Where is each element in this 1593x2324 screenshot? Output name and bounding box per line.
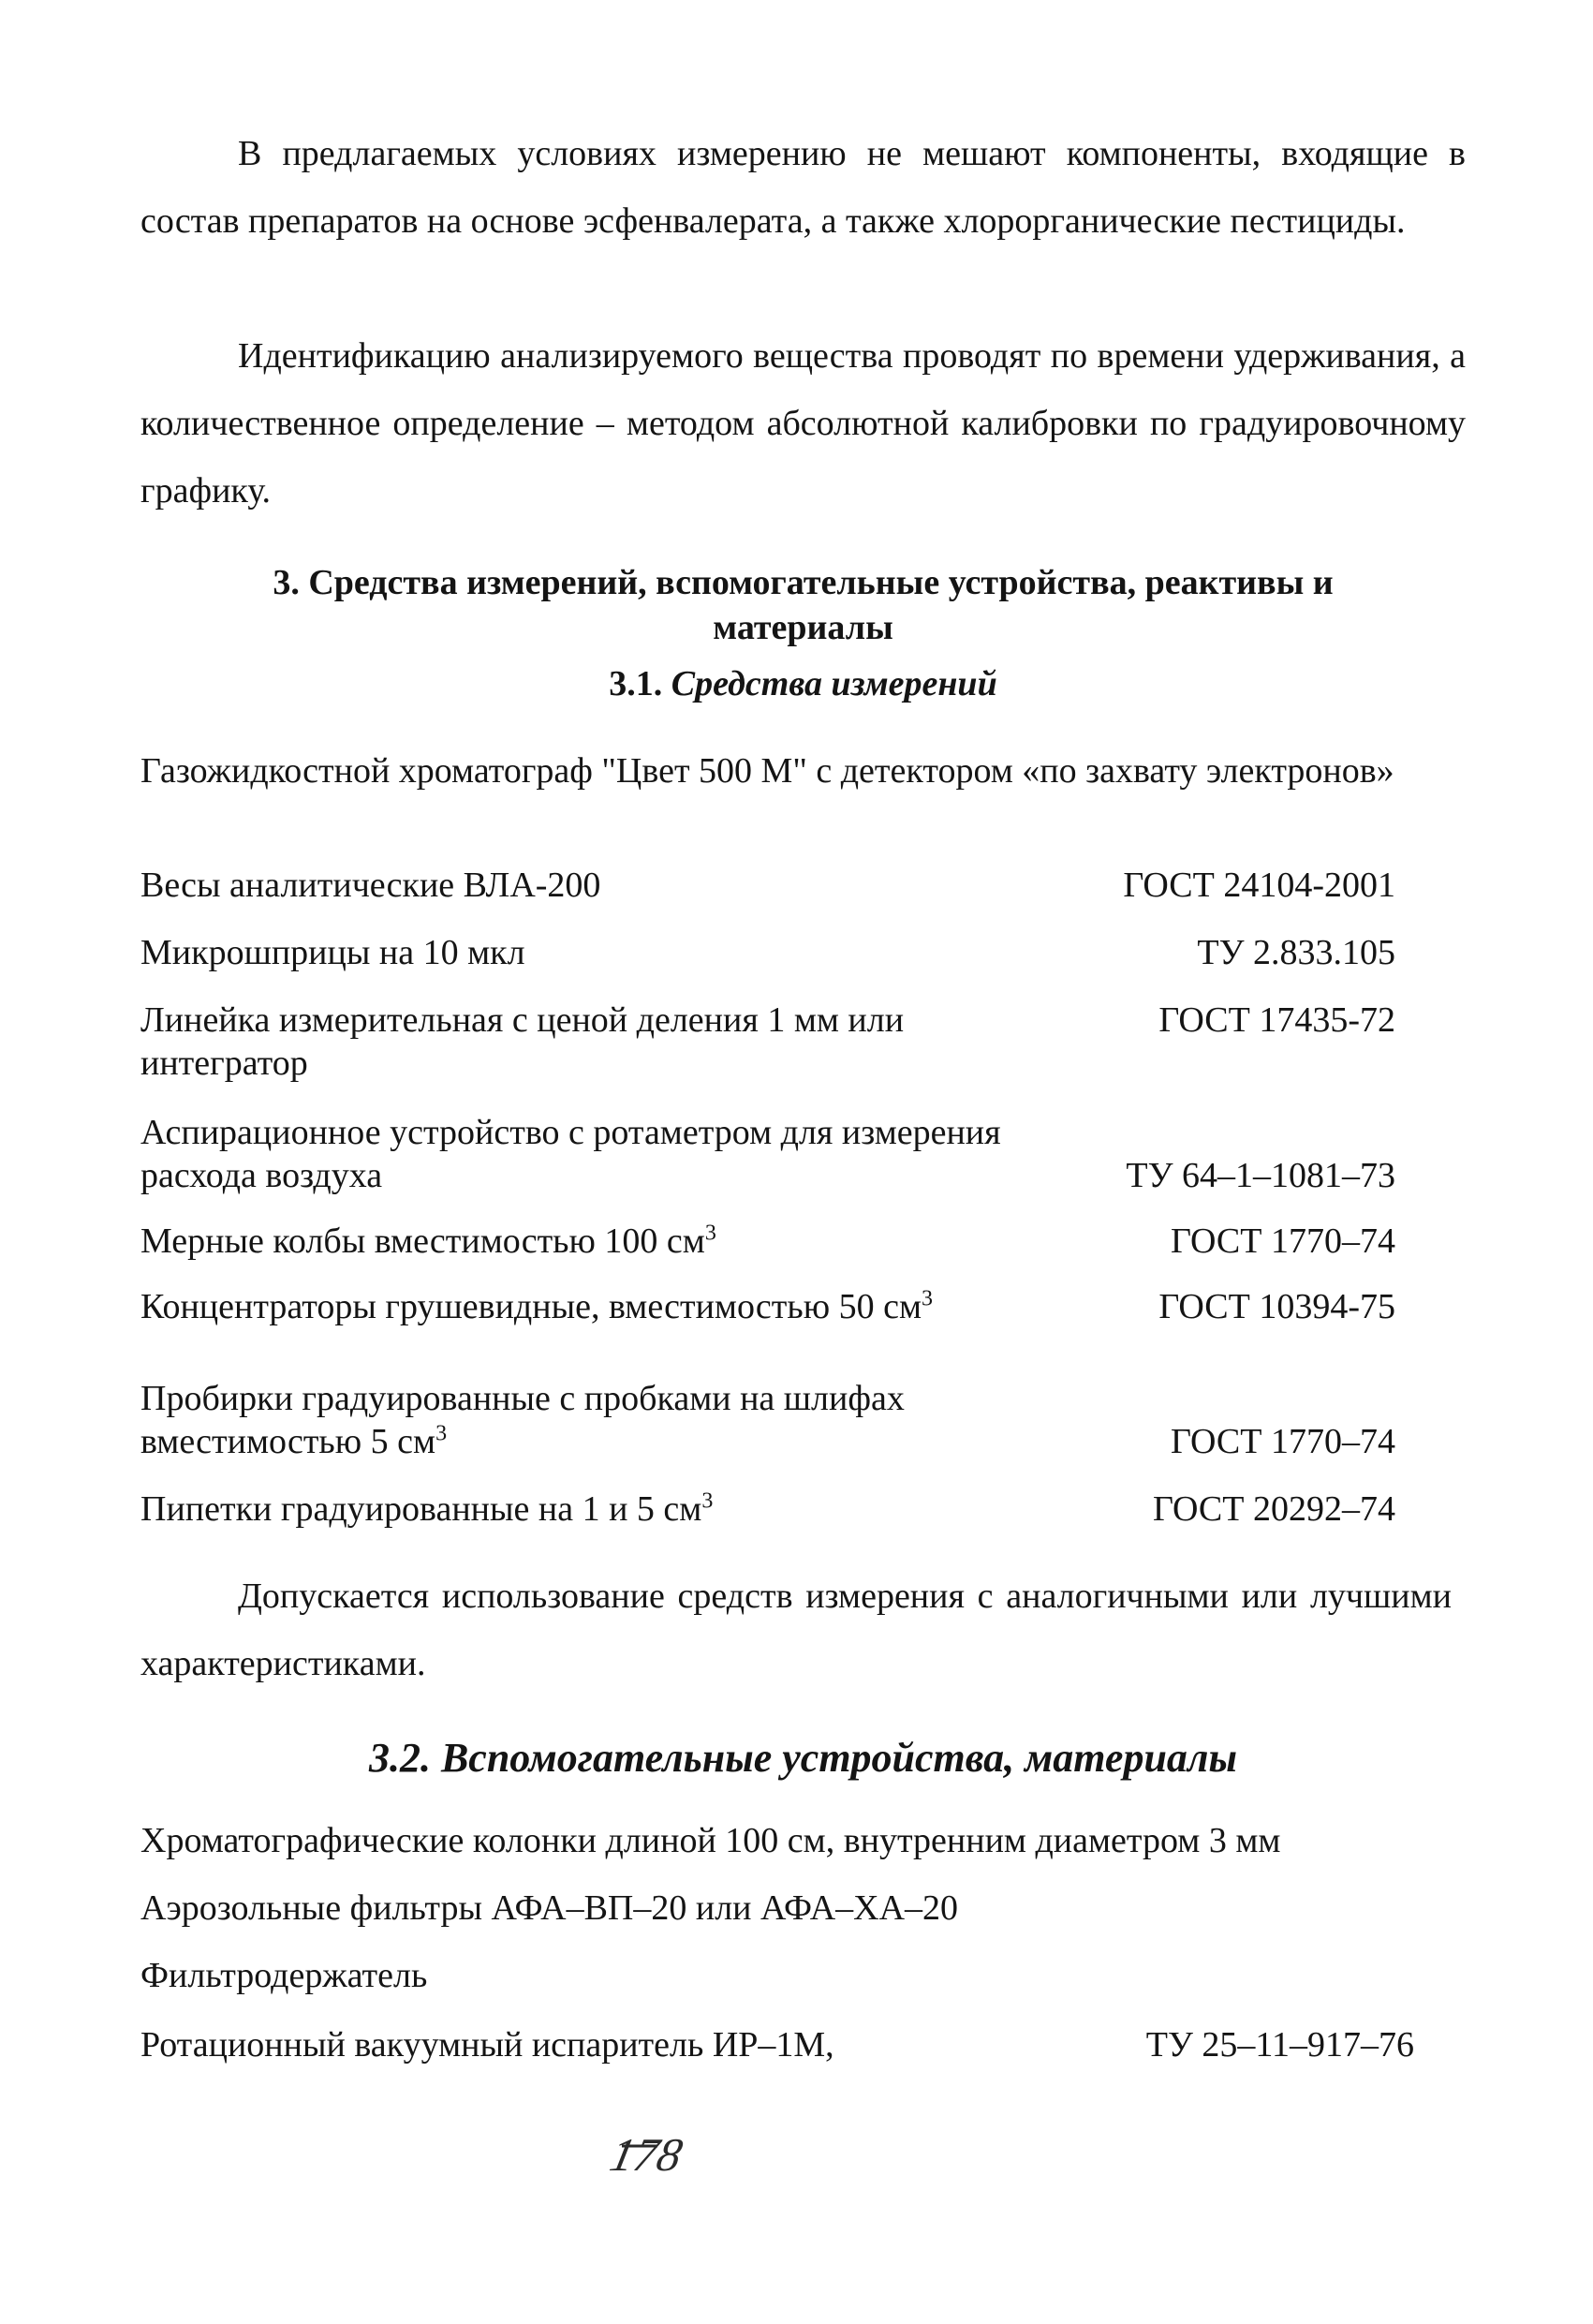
superscript: 3 bbox=[922, 1286, 934, 1311]
instrument-row bbox=[140, 864, 1395, 907]
instrument-standard: ГОСТ 24104-2001 bbox=[1123, 866, 1395, 905]
instrument-name: Мерные колбы вместимостью 100 см bbox=[140, 1221, 705, 1261]
instrument-name-wrap bbox=[140, 1220, 1077, 1263]
material-row bbox=[140, 2023, 1414, 2066]
instrument-name: Линейка измерительная с ценой деления 1 мм или интегратор bbox=[140, 1000, 905, 1083]
instrument-standard: ГОСТ 20292–74 bbox=[1153, 1489, 1395, 1529]
material-name: Фильтродержатель bbox=[140, 1956, 428, 1995]
material-row bbox=[140, 1887, 1414, 1930]
instrument-row bbox=[140, 1220, 1395, 1263]
instrument-name: Пробирки градуированные с пробками на шлифах вместимостью 5 см bbox=[140, 1379, 905, 1461]
instrument-name: Аспирационное устройство с ротаметром для измерения расхода воздуха bbox=[140, 1113, 1001, 1195]
material-name: Ротационный вакуумный испаритель ИР–1М, bbox=[140, 2025, 834, 2065]
section-3-2-title: 3.2. Вспомогательные устройства, материалы bbox=[368, 1735, 1238, 1781]
instrument-standard: ГОСТ 1770–74 bbox=[1171, 1422, 1395, 1461]
material-name: Аэрозольные фильтры АФА–ВП–20 или АФА–ХА–20 bbox=[140, 1888, 959, 1928]
material-row bbox=[140, 1954, 1414, 1997]
intro-paragraph-2: Идентификацию анализируемого вещества проводят по времени удерживания, а количественное определение – методом абсолютной калибровки по градуировочному графику. bbox=[140, 336, 1466, 511]
instrument-name-wrap bbox=[140, 1377, 965, 1463]
section-3-1-label: Средства измерений bbox=[671, 664, 997, 703]
note-paragraph: Допускается использование средств измерения с аналогичными или лучшими характеристиками. bbox=[140, 1576, 1452, 1683]
chromatograph-item bbox=[140, 749, 1395, 792]
instrument-name-wrap bbox=[140, 1285, 1077, 1328]
instrument-standard: ГОСТ 10394-75 bbox=[1158, 1287, 1395, 1326]
instrument-name-wrap bbox=[140, 1488, 1077, 1531]
instrument-name: Микрошприцы на 10 мкл bbox=[140, 933, 525, 972]
instrument-name: Пипетки градуированные на 1 и 5 см bbox=[140, 1489, 702, 1529]
instrument-standard: ГОСТ 17435-72 bbox=[1158, 1000, 1395, 1040]
instrument-standard: ТУ 64–1–1081–73 bbox=[1126, 1156, 1395, 1195]
material-standard: ТУ 25–11–917–76 bbox=[1145, 2025, 1414, 2065]
instrument-row bbox=[140, 1488, 1395, 1531]
instrument-standard: ТУ 2.833.105 bbox=[1197, 933, 1395, 972]
instrument-row bbox=[140, 1377, 1395, 1463]
instrument-row bbox=[140, 1111, 1395, 1197]
page-number bbox=[609, 2122, 721, 2187]
material-name: Хроматографические колонки длиной 100 см, внутренним диаметром 3 мм bbox=[140, 1821, 1281, 1860]
instrument-row bbox=[140, 999, 1395, 1085]
instrument-row bbox=[140, 931, 1395, 974]
section-3-1-number: 3.1. bbox=[609, 664, 663, 703]
instrument-name: Весы аналитические ВЛА-200 bbox=[140, 866, 601, 905]
page-number-text: 178 bbox=[609, 2128, 687, 2181]
instrument-standard: ГОСТ 1770–74 bbox=[1171, 1221, 1395, 1261]
chromatograph-text: Газожидкостной хроматограф "Цвет 500 М" с детектором «по захвату электронов» bbox=[140, 751, 1394, 791]
handwritten-page-number bbox=[609, 2122, 721, 2187]
instrument-name: Концентраторы грушевидные, вместимостью 50 см bbox=[140, 1287, 922, 1326]
superscript: 3 bbox=[701, 1488, 714, 1514]
section-3-1-title bbox=[140, 661, 1466, 706]
intro-paragraph-1: В предлагаемых условиях измерению не мешают компоненты, входящие в состав препаратов на основе эсфенвалерата, а также хлорорганические пестициды. bbox=[140, 134, 1466, 241]
material-row bbox=[140, 1819, 1414, 1862]
superscript: 3 bbox=[435, 1421, 448, 1446]
instrument-row bbox=[140, 1285, 1395, 1328]
section-3-title: 3. Средства измерений, вспомогательные устройства, реактивы и материалы bbox=[273, 563, 1334, 647]
superscript: 3 bbox=[704, 1221, 716, 1246]
